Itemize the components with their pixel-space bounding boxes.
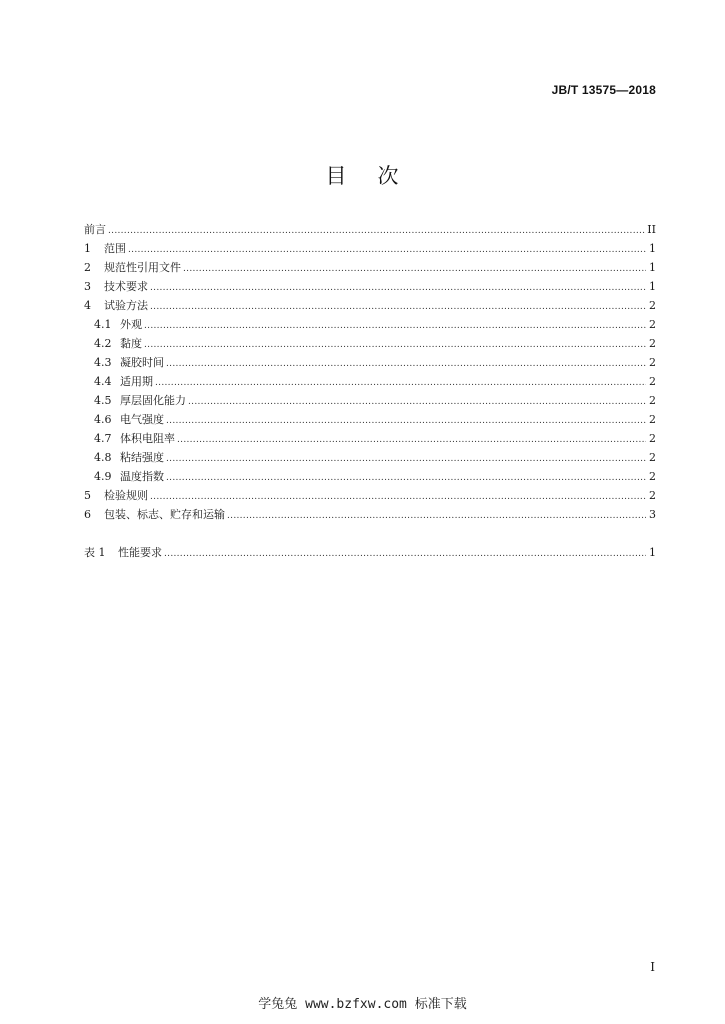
toc-entry-page: 3 [649,508,656,521]
toc-entry-label: 检验规则 [104,489,148,502]
toc-entry-label: 凝胶时间 [120,356,164,369]
toc-entry-page: 2 [649,413,656,426]
toc-entry-4-9[interactable] [84,467,656,486]
table-entry-1[interactable] [84,543,656,562]
toc-entry-number: 4.8 [94,451,112,464]
title-part-1: 目 [325,164,348,188]
dot-leader [164,545,646,564]
toc-entry-1[interactable] [84,239,656,258]
toc-entry-number: 3 [84,280,91,293]
toc-entry-label: 适用期 [120,375,153,388]
dot-leader [108,222,645,241]
title-part-2: 次 [377,164,400,188]
toc-entry-page: 2 [649,394,656,407]
dot-leader [150,298,646,317]
toc-entry-number: 4.4 [94,375,112,388]
toc-entry-page: 2 [649,299,656,312]
toc-entry-page: 2 [649,356,656,369]
toc-entry-number: 4.6 [94,413,112,426]
table-entry-label: 性能要求 [118,546,162,559]
toc-entry-label: 温度指数 [120,470,164,483]
toc-entry-label: 前言 [84,223,106,236]
toc-entry-page: 2 [649,432,656,445]
toc-entry-label: 体积电阻率 [120,432,175,445]
toc-entry-label: 粘结强度 [120,451,164,464]
dot-leader [183,260,646,279]
table-of-contents [84,220,656,524]
toc-entry-number: 4.7 [94,432,112,445]
dot-leader [188,393,646,412]
toc-entry-label: 包装、标志、贮存和运输 [104,508,225,521]
toc-entry-page: 1 [649,261,656,274]
dot-leader [144,317,646,336]
toc-entry-foreword[interactable] [84,220,656,239]
toc-entry-5[interactable] [84,486,656,505]
toc-entry-number: 4.9 [94,470,112,483]
toc-entry-number: 4.5 [94,394,112,407]
dot-leader [155,374,646,393]
toc-entry-number: 1 [84,242,91,255]
toc-entry-page: 2 [649,337,656,350]
toc-entry-number: 4.1 [94,318,112,331]
toc-entry-label: 规范性引用文件 [104,261,181,274]
toc-entry-label: 外观 [120,318,142,331]
table-entry-page: 1 [649,546,656,559]
toc-entry-6[interactable] [84,505,656,524]
table-entry-number: 表 1 [84,546,106,559]
toc-entry-3[interactable] [84,277,656,296]
toc-entry-page: 2 [649,375,656,388]
toc-entry-label: 范围 [104,242,126,255]
page-number: I [650,960,655,974]
toc-entry-4-6[interactable] [84,410,656,429]
list-of-tables [84,543,656,562]
toc-entry-label: 电气强度 [120,413,164,426]
toc-entry-2[interactable] [84,258,656,277]
toc-entry-4-3[interactable] [84,353,656,372]
toc-entry-page: 2 [649,451,656,464]
toc-entry-page: 2 [649,318,656,331]
toc-entry-page: II [647,223,656,236]
dot-leader [166,412,646,431]
toc-entry-page: 2 [649,489,656,502]
toc-entry-number: 4.2 [94,337,112,350]
page-title [0,160,725,190]
toc-entry-4-7[interactable] [84,429,656,448]
standard-number: JB/T 13575—2018 [551,83,656,97]
toc-entry-number: 4 [84,299,91,312]
toc-entry-number: 4.3 [94,356,112,369]
toc-entry-number: 5 [84,489,91,502]
toc-entry-number: 2 [84,261,91,274]
toc-entry-4-1[interactable] [84,315,656,334]
dot-leader [144,336,646,355]
dot-leader [150,279,646,298]
toc-entry-label: 技术要求 [104,280,148,293]
dot-leader [166,469,646,488]
footer-watermark: 学兔兔 www.bzfxw.com 标准下载 [258,997,467,1012]
dot-leader [166,355,646,374]
toc-entry-page: 1 [649,242,656,255]
toc-entry-4[interactable] [84,296,656,315]
dot-leader [128,241,646,260]
toc-entry-page: 1 [649,280,656,293]
toc-entry-label: 厚层固化能力 [120,394,186,407]
toc-entry-page: 2 [649,470,656,483]
toc-entry-4-8[interactable] [84,448,656,467]
toc-entry-number: 6 [84,508,91,521]
toc-entry-label: 黏度 [120,337,142,350]
dot-leader [177,431,646,450]
toc-entry-4-5[interactable] [84,391,656,410]
toc-entry-4-4[interactable] [84,372,656,391]
toc-entry-4-2[interactable] [84,334,656,353]
dot-leader [227,507,646,526]
toc-entry-label: 试验方法 [104,299,148,312]
dot-leader [166,450,646,469]
